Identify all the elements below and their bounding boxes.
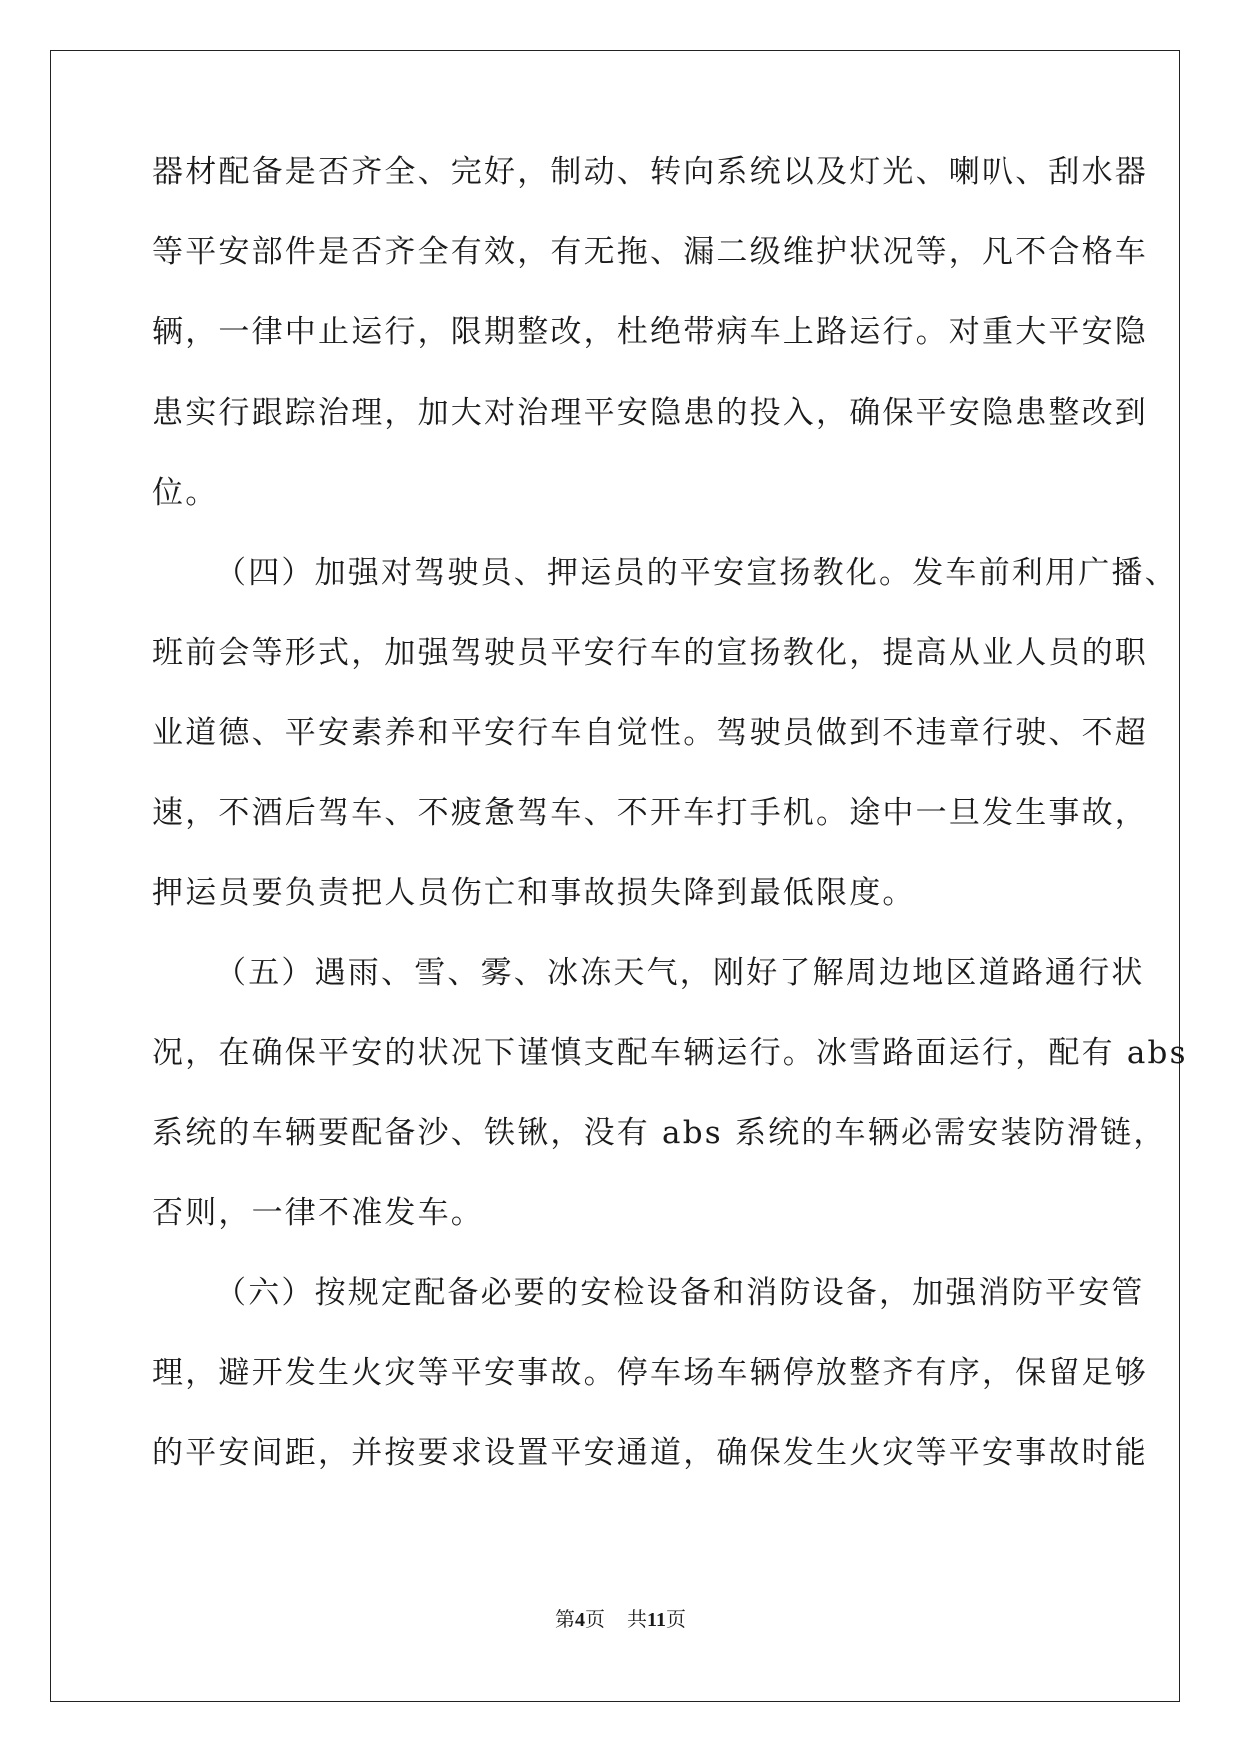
paragraph-line: 速，不酒后驾车、不疲惫驾车、不开车打手机。途中一旦发生事故， <box>152 795 1148 831</box>
paragraph-line: 业道德、平安素养和平安行车自觉性。驾驶员做到不违章行驶、不超 <box>152 715 1148 751</box>
paragraph-line: 的平安间距，并按要求设置平安通道，确保发生火灾等平安事故时能 <box>152 1435 1148 1471</box>
paragraph-line: 否则，一律不准发车。 <box>152 1195 484 1231</box>
paragraph-line: 况，在确保平安的状况下谨慎支配车辆运行。冰雪路面运行，配有 abs <box>152 1035 1188 1071</box>
paragraph-line: 理，避开发生火灾等平安事故。停车场车辆停放整齐有序，保留足够 <box>152 1355 1148 1391</box>
paragraph-line: 系统的车辆要配备沙、铁锹，没有 abs 系统的车辆必需安装防滑链， <box>152 1115 1167 1151</box>
total-suffix: 页 <box>665 1609 686 1631</box>
paragraph-line: （五）遇雨、雪、雾、冰冻天气，刚好了解周边地区道路通行状 <box>215 955 1145 991</box>
page-suffix: 页 <box>585 1609 606 1631</box>
paragraph-line: 辆，一律中止运行，限期整改，杜绝带病车上路运行。对重大平安隐 <box>152 314 1148 350</box>
total-pages: 11 <box>647 1609 666 1631</box>
paragraph-line: 班前会等形式，加强驾驶员平安行车的宣扬教化，提高从业人员的职 <box>152 635 1148 671</box>
paragraph-line: 器材配备是否齐全、完好，制动、转向系统以及灯光、喇叭、刮水器 <box>152 154 1148 190</box>
paragraph-line: （六）按规定配备必要的安检设备和消防设备，加强消防平安管 <box>215 1275 1145 1311</box>
paragraph-line: 患实行跟踪治理，加大对治理平安隐患的投入，确保平安隐患整改到 <box>152 395 1148 431</box>
paragraph-line: 位。 <box>152 475 219 511</box>
page-footer <box>0 1608 1241 1632</box>
total-prefix: 共 <box>627 1609 648 1631</box>
paragraph-line: 押运员要负责把人员伤亡和事故损失降到最低限度。 <box>152 875 916 911</box>
page-number: 4 <box>575 1609 586 1631</box>
paragraph-line: （四）加强对驾驶员、押运员的平安宣扬教化。发车前利用广播、 <box>215 555 1178 591</box>
paragraph-line: 等平安部件是否齐全有效，有无拖、漏二级维护状况等，凡不合格车 <box>152 234 1148 270</box>
page-prefix: 第 <box>555 1609 576 1631</box>
